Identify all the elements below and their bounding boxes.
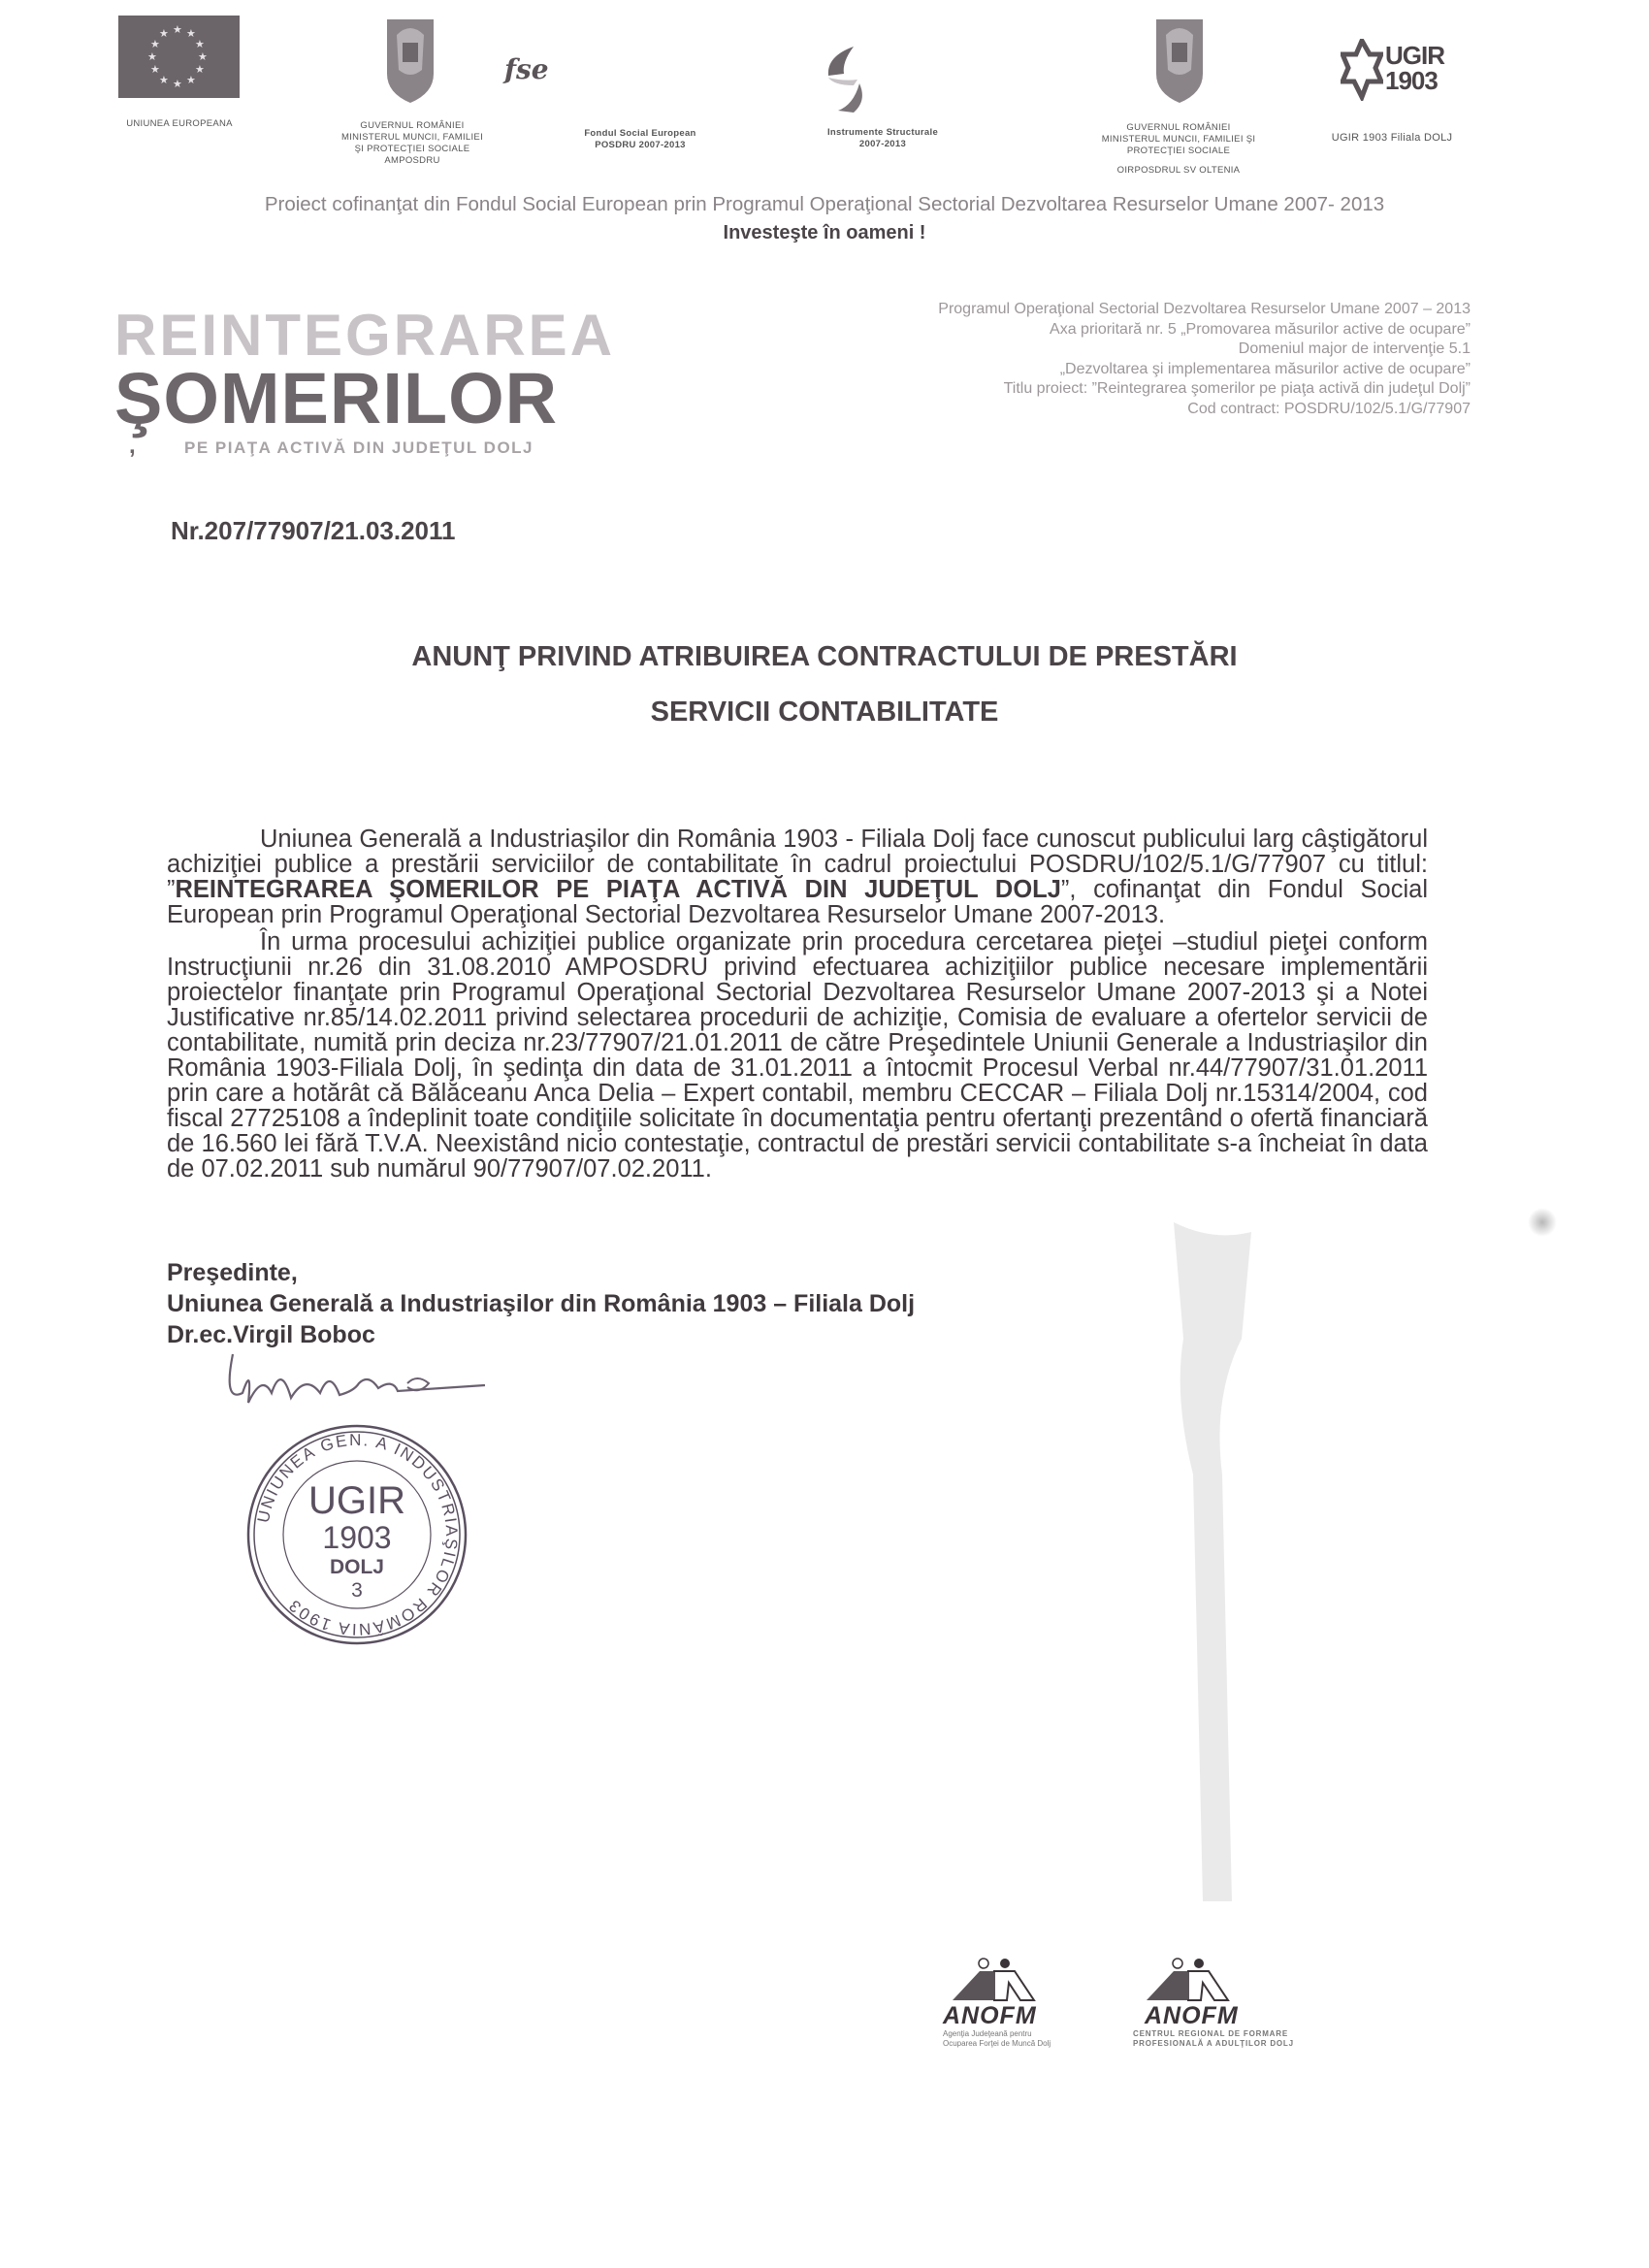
project-title-bold: REINTEGRAREA ŞOMERILOR PE PIAŢA ACTIVĂ DIN JUDEŢUL DOLJ bbox=[175, 876, 1061, 903]
program-info-line: Domeniul major de intervenţie 5.1 bbox=[1238, 340, 1471, 357]
official-stamp bbox=[241, 1418, 473, 1651]
oirposdru-caption bbox=[1077, 122, 1280, 177]
paragraph-1-text-end: ”, cofinanţat din Fondul Social European prin Programul Operaţional Sectorial Dezvoltarea Resurselor Umane 2007-2013. bbox=[167, 876, 1429, 928]
program-info-line: Cod contract: POSDRU/102/5.1/G/77907 bbox=[1187, 400, 1471, 417]
project-logo-line3: PE PIAŢA ACTIVĂ DIN JUDEŢUL DOLJ bbox=[184, 438, 534, 457]
stamp-ring-text: UNIUNEA GEN. A INDUSTRIAŞILOR ROMÂNIA 1903 bbox=[253, 1430, 462, 1639]
document-title-line2: SERVICII CONTABILITATE bbox=[650, 697, 999, 728]
stamp-number: 3 bbox=[351, 1579, 363, 1602]
caption-line: Ocuparea Forţei de Muncă Dolj bbox=[943, 2039, 1051, 2048]
ugir-year: 1903 bbox=[1385, 66, 1438, 95]
caption-line: 2007-2013 bbox=[858, 139, 907, 149]
is-caption bbox=[810, 127, 955, 150]
caption-line: MINISTERUL MUNCII, FAMILIEI bbox=[340, 132, 484, 143]
stamp-ugir: UGIR bbox=[308, 1479, 405, 1522]
paragraph-2: În urma procesului achiziţiei publice organizate prin procedura cercetarea pieţei –studiul pieţei conform Instrucţiunii nr.26 din 31.08.2010 AMPOSDRU privind efectuarea achiziţiilor publice necesare implementării proiectelor finanţate prin Programul Operaţional Sectorial Dezvoltarea Resurselor Umane 2007-2013 şi a Notei Justificative nr.85/14.02.2011 privind selectarea procedurii de achiziţie, Comisia de evaluare a ofertelor servicii de contabilitate, numită prin deciza nr.23/77907/21.01.2011 de către Preşedintele Uniunii Generale a Industriaşilor din România 1903-Filiala Dolj, în şedinţa din data de 31.01.2011 a întocmit Procesul Verbal nr.44/77907/31.01.2011 prin care a hotărât că Bălăceanu Anca Delia – Expert contabil, membru CECCAR – Filiala Dolj nr.15314/2004, cod fiscal 27725108 a îndeplinit toate condiţiile solicitate în documentaţia pentru ofertanţi prezentând o ofertă financiară de 16.560 lei fără T.V.A. Neexistând nicio contestaţie, contractul de prestări servicii contabilitate s-a încheiat în data de 07.02.2011 sub numărul 90/77907/07.02.2011. bbox=[167, 928, 1428, 1183]
caption-line: Instrumente Structurale bbox=[826, 127, 939, 138]
project-logo-line2: ŞOMERILOR bbox=[114, 358, 559, 438]
caption-line: Fondul Social European bbox=[584, 128, 696, 139]
ugir-logo bbox=[1341, 39, 1467, 101]
fse-caption bbox=[567, 128, 713, 151]
fse-logo: fse bbox=[504, 53, 549, 85]
ugir-wordmark bbox=[1385, 43, 1444, 93]
caption-line: OIRPOSDRUL SV OLTENIA bbox=[1116, 165, 1241, 176]
program-info-line: „Dezvoltarea şi implementarea măsurilor active de ocupare” bbox=[1059, 360, 1471, 377]
paragraph-1-text: Uniunea Generală a Industriaşilor din România 1903 - Filiala Dolj face cunoscut publicului larg câştigătorul achiziţiei publice a prestării serviciilor de contabilitate în cadrul proiectului POSDRU/102/5.1/G/77907 cu titlul: ” bbox=[167, 826, 1428, 903]
ugir-star-icon bbox=[1341, 39, 1383, 101]
anofm-wordmark: ANOFM bbox=[1145, 2002, 1239, 2029]
signatory-organization: Uniunea Generală a Industriaşilor din România 1903 – Filiala Dolj bbox=[167, 1290, 916, 1317]
document-title-line1: ANUNŢ PRIVIND ATRIBUIREA CONTRACTULUI DE PRESTĂRI bbox=[411, 641, 1238, 672]
caption-line: ŞI PROTECŢIEI SOCIALE bbox=[354, 144, 470, 154]
anofm-wordmark: ANOFM bbox=[943, 2002, 1037, 2029]
program-info bbox=[938, 300, 1471, 419]
instrumente-structurale-logo bbox=[815, 39, 883, 116]
eu-flag-logo: ★ ★ ★ ★ ★ ★ ★ ★ ★ ★ ★ ★ bbox=[118, 16, 240, 98]
stamp-year: 1903 bbox=[322, 1520, 392, 1555]
romanian-crest-icon bbox=[1152, 16, 1207, 105]
caption-line: POSDRU 2007-2013 bbox=[595, 140, 686, 150]
anofm-crfpa-logo bbox=[1133, 1958, 1337, 2049]
paragraph-1 bbox=[167, 826, 1428, 927]
caption-line: Agenţia Judeţeană pentru bbox=[943, 2029, 1032, 2038]
amposdru-caption bbox=[310, 120, 514, 167]
project-logo-line1: REINTEGRAREA bbox=[114, 303, 616, 368]
caption-line: CENTRUL REGIONAL DE FORMARE bbox=[1133, 2029, 1288, 2038]
caption-line: GUVERNUL ROMÂNIEI bbox=[1126, 122, 1231, 133]
caption-line: UNIUNEA EUROPEANA bbox=[126, 118, 233, 129]
handwritten-signature bbox=[213, 1345, 534, 1422]
anofm-people-icon bbox=[951, 1958, 1038, 2002]
signatory-role: Preşedinte, bbox=[167, 1259, 298, 1286]
program-info-line: Programul Operaţional Sectorial Dezvoltarea Resurselor Umane 2007 – 2013 bbox=[938, 301, 1471, 317]
signatory-name: Dr.ec.Virgil Boboc bbox=[167, 1321, 375, 1348]
stamp-dolj: DOLJ bbox=[329, 1556, 385, 1578]
signature-block bbox=[167, 1257, 1428, 1350]
document-number: Nr.207/77907/21.03.2011 bbox=[171, 516, 456, 545]
eu-caption bbox=[107, 118, 252, 130]
document-body bbox=[167, 826, 1428, 1350]
caption-line: GUVERNUL ROMÂNIEI bbox=[360, 120, 465, 131]
caption-line: PROFESIONALĂ A ADULŢILOR DOLJ bbox=[1133, 2039, 1294, 2048]
program-info-line: Axa prioritară nr. 5 „Promovarea măsurilor active de ocupare” bbox=[1050, 320, 1471, 338]
project-logo-subtitle-row bbox=[114, 435, 658, 460]
project-logo-comma-mark: , bbox=[129, 433, 136, 459]
caption-line: UGIR 1903 Filiala DOLJ bbox=[1331, 132, 1453, 144]
romanian-crest-icon bbox=[383, 16, 437, 105]
caption-line: PROTECŢIEI SOCIALE bbox=[1126, 146, 1231, 156]
project-logo bbox=[114, 303, 658, 460]
ugir-word: UGIR bbox=[1385, 41, 1444, 70]
caption-line: AMPOSDRU bbox=[384, 155, 440, 166]
anofm-people-icon bbox=[1145, 1958, 1232, 2002]
cofinantare-line: Proiect cofinanţat din Fondul Social European prin Programul Operaţional Sectorial Dezvoltarea Resurselor Umane 2007- 2013 bbox=[264, 193, 1385, 215]
caption-line: MINISTERUL MUNCII, FAMILIEI ŞI bbox=[1101, 134, 1256, 145]
anofm-ajofm-logo bbox=[943, 1958, 1108, 2049]
ugir-caption bbox=[1310, 132, 1474, 145]
program-info-line: Titlu proiect: ”Reintegrarea şomerilor pe piaţa activă din judeţul Dolj” bbox=[1003, 380, 1471, 397]
slogan: Investeşte în oameni ! bbox=[723, 222, 926, 243]
scan-smudge bbox=[1528, 1208, 1557, 1237]
